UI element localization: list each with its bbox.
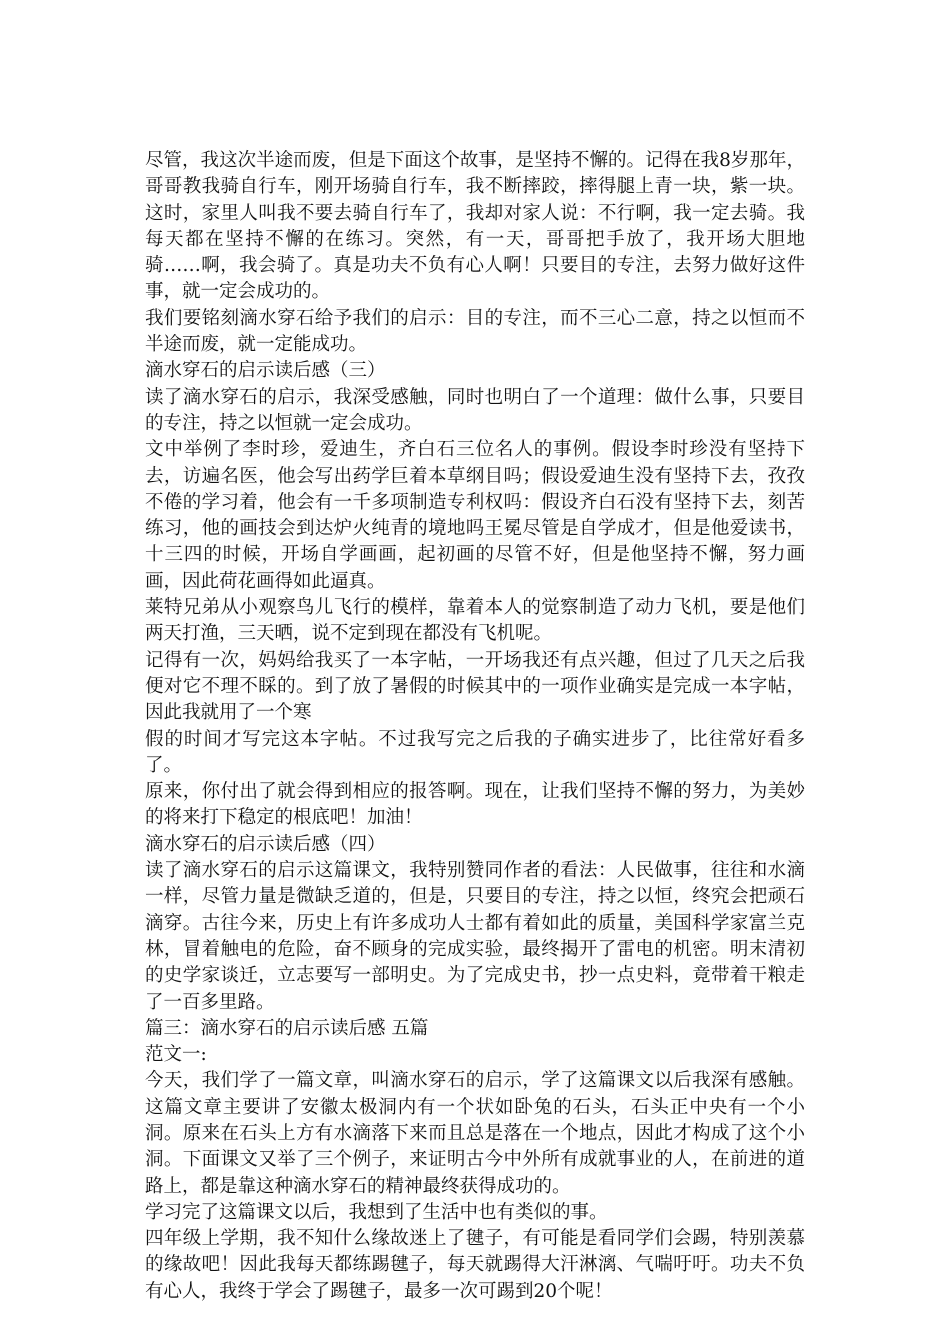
paragraph: 我们要铭刻滴水穿石给予我们的启示：目的专注，而不三心二意，持之以恒而不半途而废，就一定能成功。 [145, 307, 805, 356]
section-subheading: 范文一: [145, 1044, 207, 1066]
paragraph: 记得有一次，妈妈给我买了一本字帖，一开场我还有点兴趣，但过了几天之后我便对它不理不睬的。到了放了暑假的时候其中的一项作业确实是完成一本字帖，因此我就用了一个寒 [145, 649, 805, 724]
document-body [145, 148, 805, 1305]
paragraph: 学习完了这篇课文以后，我想到了生活中也有类似的事。 [145, 1201, 608, 1223]
paragraph: 尽管，我这次半途而废，但是下面这个故事，是坚持不懈的。记得在我8岁那年，哥哥教我骑自行车，刚开场骑自行车，我不断摔跤，摔得腿上青一块，紫一块。这时，家里人叫我不要去骑自行车了，我却对家人说：不行啊，我一定去骑。我每天都在坚持不懈的在练习。突然，有一天，哥哥把手放了，我开场大胆地骑……啊，我会骑了。真是功夫不负有心人啊！只要目的专注，去努力做好这件事，就一定会成功的。 [145, 150, 805, 303]
section-heading: 滴水穿石的启示读后感（三） [145, 360, 386, 382]
paragraph: 文中举例了李时珍，爱迪生，齐白石三位名人的事例。假设李时珍没有坚持下去，访遍名医，他会写出药学巨着本草纲目吗；假设爱迪生没有坚持下去，孜孜不倦的学习着，他会有一千多项制造专利权吗：假设齐白石没有坚持下去，刻苦练习，他的画技会到达炉火纯青的境地吗王冕尽管是自学成才，但是他爱读书，十三四的时候，开场自学画画，起初画的尽管不好，但是他坚持不懈，努力画画，因此荷花画得如此逼真。 [145, 439, 805, 592]
paragraph: 假的时间才写完这本字帖。不过我写完之后我的子确实进步了，比往常好看多了。 [145, 728, 805, 776]
paragraph: 读了滴水穿石的启示，我深受感触，同时也明白了一个道理：做什么事，只要目的专注，持之以恒就一定会成功。 [145, 386, 805, 434]
paragraph: 四年级上学期，我不知什么缘故迷上了毽子，有可能是看同学们会踢，特别羡慕的缘故吧！因此我每天都练踢毽子，每天就踢得大汗淋漓、气喘吁吁。功夫不负有心人，我终于学会了踢毽子，最多一次可踢到20个呢！ [145, 1228, 805, 1302]
paragraph: 今天，我们学了一篇文章，叫滴水穿石的启示，学了这篇课文以后我深有感触。这篇文章主要讲了安徽太极洞内有一个状如卧兔的石头，石头正中央有一个小洞。原来在石头上方有水滴落下来而且总是落在一个地点，因此才构成了这个小洞。下面课文又举了三个例子，来证明古今中外所有成就事业的人，在前进的道路上，都是靠这种滴水穿石的精神最终获得成功的。 [145, 1070, 805, 1197]
paragraph: 原来，你付出了就会得到相应的报答啊。现在，让我们坚持不懈的努力，为美妙的将来打下稳定的根底吧！加油！ [145, 781, 805, 829]
section-heading: 滴水穿石的启示读后感（四） [145, 833, 386, 855]
section-heading: 篇三：滴水穿石的启示读后感 五篇 [145, 1017, 429, 1039]
paragraph: 莱特兄弟从小观察鸟儿飞行的模样，靠着本人的觉察制造了动力飞机，要是他们两天打渔，三天晒，说不定到现在都没有飞机呢。 [145, 597, 805, 645]
paragraph: 读了滴水穿石的启示这篇课文，我特别赞同作者的看法：人民做事，往往和水滴一样，尽管力量是微缺乏道的，但是，只要目的专注，持之以恒，终究会把顽石滴穿。古往今来，历史上有许多成功人士都有着如此的质量，美国科学家富兰克林，冒着触电的危险，奋不顾身的完成实验，最终揭开了雷电的机密。明末清初的史学家谈迁，立志要写一部明史。为了完成史书，抄一点史料，竟带着干粮走了一百多里路。 [145, 860, 805, 1013]
